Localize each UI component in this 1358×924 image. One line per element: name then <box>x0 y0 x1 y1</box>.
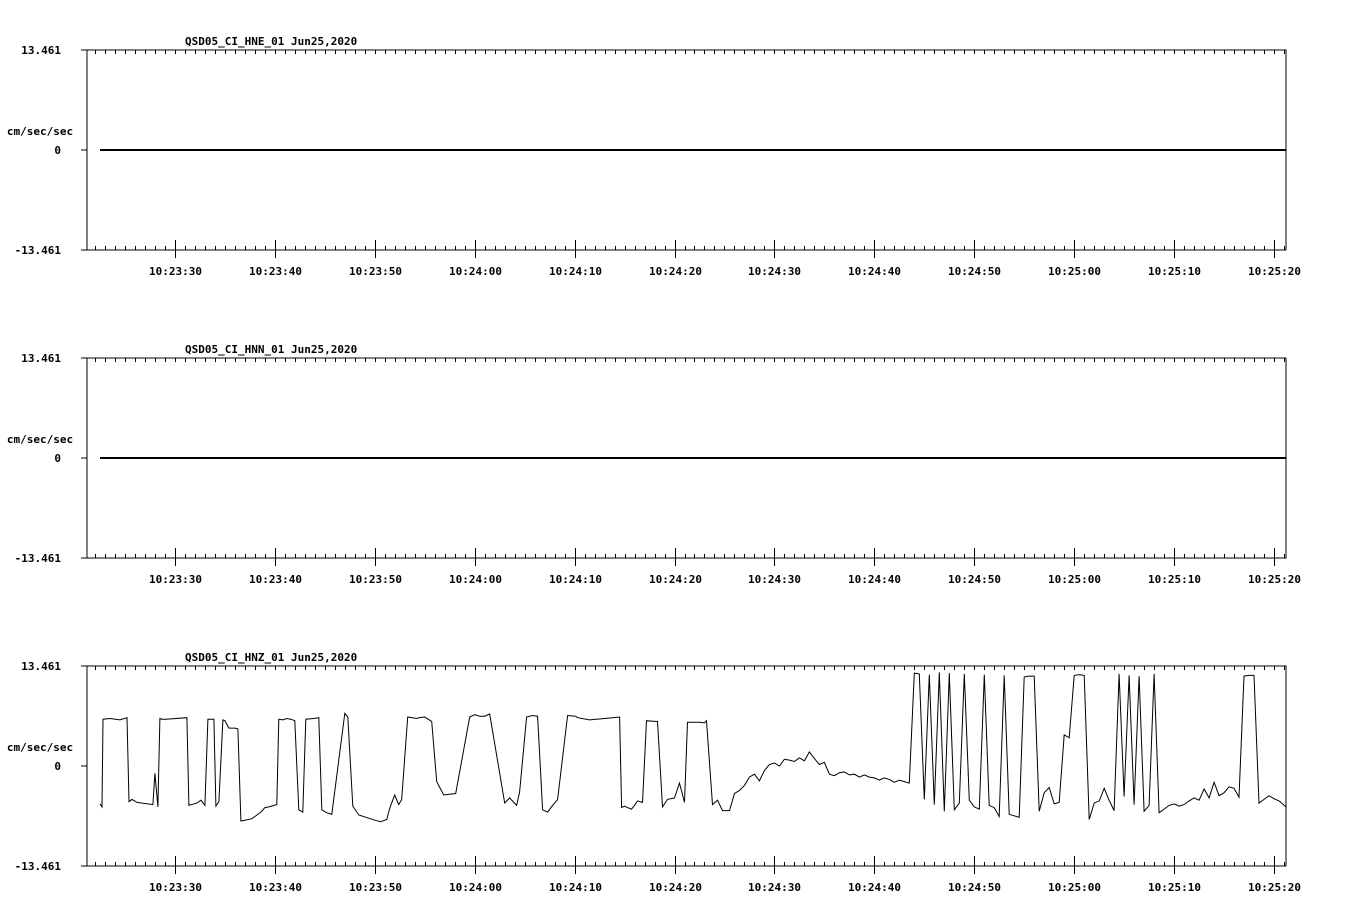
trace-line <box>100 672 1286 821</box>
y-tick-label: 13.461 <box>21 44 61 57</box>
x-tick-label: 10:24:00 <box>449 265 502 278</box>
x-tick-label: 10:24:00 <box>449 573 502 586</box>
x-tick-label: 10:24:40 <box>848 881 901 894</box>
x-tick-label: 10:23:50 <box>349 265 402 278</box>
x-tick-label: 10:23:40 <box>249 265 302 278</box>
y-axis-label: cm/sec/sec <box>6 741 74 754</box>
seismogram-panel <box>7 651 1301 894</box>
x-tick-label: 10:25:20 <box>1248 265 1301 278</box>
x-tick-label: 10:24:40 <box>848 573 901 586</box>
x-tick-label: 10:24:20 <box>649 881 702 894</box>
y-tick-label: 13.461 <box>21 352 61 365</box>
x-tick-label: 10:24:30 <box>748 265 801 278</box>
x-tick-label: 10:23:40 <box>249 573 302 586</box>
plot-frame <box>87 666 1286 866</box>
x-tick-label: 10:25:10 <box>1148 573 1201 586</box>
x-tick-label: 10:23:30 <box>149 881 202 894</box>
x-tick-label: 10:24:10 <box>549 265 602 278</box>
x-tick-label: 10:24:30 <box>748 881 801 894</box>
panel-title: QSD05_CI_HNE_01 Jun25,2020 <box>185 35 358 48</box>
x-tick-label: 10:24:40 <box>848 265 901 278</box>
x-tick-label: 10:23:50 <box>349 573 402 586</box>
x-tick-label: 10:25:00 <box>1048 265 1101 278</box>
panel-title: QSD05_CI_HNZ_01 Jun25,2020 <box>185 651 358 664</box>
x-tick-label: 10:25:20 <box>1248 573 1301 586</box>
x-tick-label: 10:23:40 <box>249 881 302 894</box>
y-tick-label: -13.461 <box>14 860 61 873</box>
x-tick-label: 10:24:50 <box>948 881 1001 894</box>
x-tick-label: 10:23:50 <box>349 881 402 894</box>
x-tick-label: 10:23:30 <box>149 265 202 278</box>
y-axis-label: cm/sec/sec <box>6 433 74 446</box>
seismogram-panel <box>7 343 1301 586</box>
seismogram-panel <box>7 35 1301 278</box>
x-tick-label: 10:24:20 <box>649 573 702 586</box>
x-tick-label: 10:25:10 <box>1148 881 1201 894</box>
y-tick-label: 0 <box>54 452 61 465</box>
x-tick-label: 10:25:20 <box>1248 881 1301 894</box>
x-tick-label: 10:24:50 <box>948 265 1001 278</box>
y-axis-label: cm/sec/sec <box>6 125 74 138</box>
x-tick-label: 10:24:30 <box>748 573 801 586</box>
x-tick-label: 10:24:20 <box>649 265 702 278</box>
panel-title: QSD05_CI_HNN_01 Jun25,2020 <box>185 343 358 356</box>
x-tick-label: 10:23:30 <box>149 573 202 586</box>
x-tick-label: 10:25:10 <box>1148 265 1201 278</box>
y-tick-label: -13.461 <box>14 244 61 257</box>
y-tick-label: 0 <box>54 760 61 773</box>
x-tick-label: 10:24:10 <box>549 881 602 894</box>
y-tick-label: 0 <box>54 144 61 157</box>
y-tick-label: -13.461 <box>14 552 61 565</box>
x-tick-label: 10:25:00 <box>1048 881 1101 894</box>
x-tick-label: 10:24:50 <box>948 573 1001 586</box>
y-tick-label: 13.461 <box>21 660 61 673</box>
x-tick-label: 10:24:10 <box>549 573 602 586</box>
x-tick-label: 10:24:00 <box>449 881 502 894</box>
x-tick-label: 10:25:00 <box>1048 573 1101 586</box>
